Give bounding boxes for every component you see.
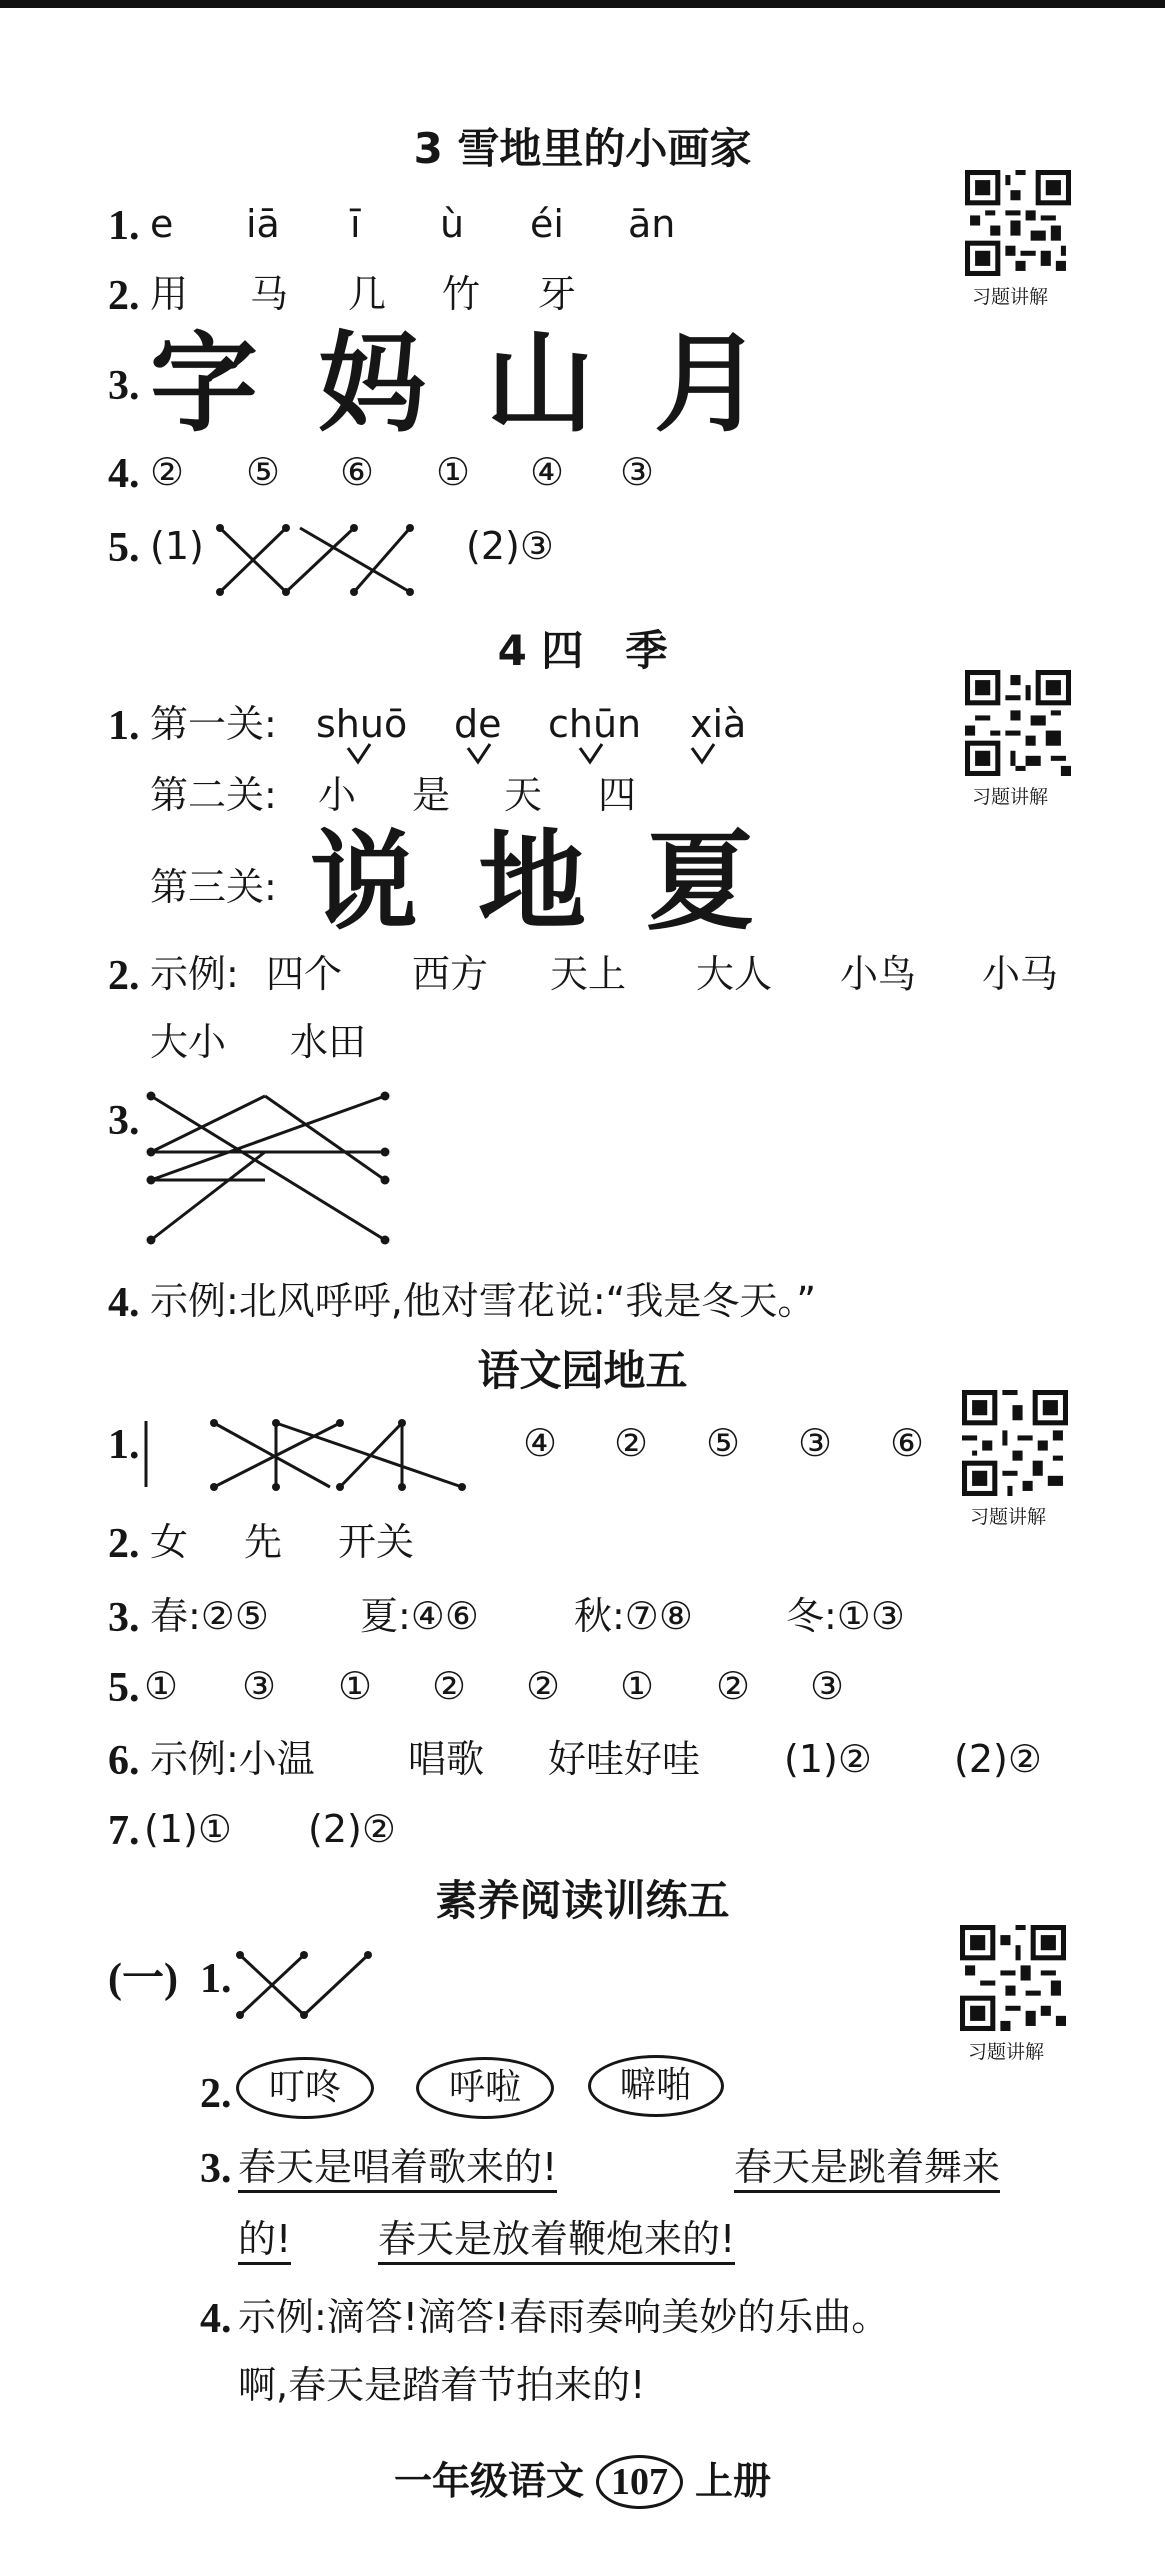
s4-q4-row-1 <box>200 2295 890 2342</box>
question-number: 1. <box>108 1422 140 1468</box>
s2-q1-row-1 <box>108 702 747 749</box>
footer-subject: 一年级语文 <box>393 2459 584 2503</box>
s1-q3-num: 3. <box>108 363 140 409</box>
page-number: 107 <box>596 2455 683 2509</box>
big-char: 夏 <box>646 819 755 945</box>
question-number: 7. <box>108 1808 140 1854</box>
qr-caption-2: 习题讲解 <box>972 786 1049 808</box>
word-answer: 水田 <box>290 1020 367 1064</box>
s4-q1-row <box>108 1956 232 2002</box>
s1-q5-row <box>108 524 554 571</box>
oval-answer: 呼啦 <box>416 2057 554 2119</box>
sentence-answer: 啊,春天是踏着节拍来的! <box>238 2363 646 2407</box>
sub-question-answer: (2)② <box>954 1737 1042 1781</box>
level-label: 第一关: <box>150 702 277 746</box>
s1-q2-row <box>108 272 577 319</box>
s3-q6-row <box>108 1737 1042 1784</box>
qr-code-icon <box>965 170 1071 276</box>
word-answer: 好哇好哇 <box>548 1737 701 1781</box>
oval-answer: 噼啪 <box>588 2055 724 2117</box>
sub-question-label: (1) <box>150 524 204 568</box>
char-answer: 马 <box>250 272 289 316</box>
question-number: 2. <box>108 273 140 319</box>
word-answer: 天上 <box>550 952 627 996</box>
s3-q1-row <box>108 1421 925 1468</box>
option-answer: ① <box>436 450 471 494</box>
season-answer: 冬:①③ <box>786 1594 905 1638</box>
qr-caption-4: 习题讲解 <box>968 2041 1045 2063</box>
word-answer: 小马 <box>982 952 1059 996</box>
word-answer: 大小 <box>150 1020 227 1064</box>
question-number: 3. <box>108 1595 140 1641</box>
option-answer: ⑥ <box>890 1421 925 1465</box>
s2-q4-row <box>108 1279 817 1326</box>
section-title-3: 3 雪地里的小画家 <box>413 124 752 173</box>
s3-q7-row <box>108 1807 396 1854</box>
big-char: 山 <box>486 321 595 447</box>
word-answer: 西方 <box>412 952 489 996</box>
question-number: 5. <box>108 525 140 571</box>
question-number: 4. <box>200 2296 232 2342</box>
question-number: 3. <box>200 2146 232 2192</box>
section-title-4: 4 四 季 <box>497 626 668 675</box>
pinyin-answer: de <box>454 702 502 746</box>
big-char: 月 <box>654 321 763 447</box>
option-answer: ① <box>338 1664 373 1708</box>
option-answer: ③ <box>810 1664 845 1708</box>
question-number: 1. <box>108 203 140 249</box>
option-answer: ③ <box>620 450 655 494</box>
pinyin-answer: iā <box>246 202 280 246</box>
option-answer: ③ <box>798 1421 833 1465</box>
pinyin-answer: ù <box>440 202 465 246</box>
section-title-garden: 语文园地五 <box>477 1346 688 1395</box>
s1-q5-matching-lines <box>210 520 430 600</box>
s1-q1-row <box>108 202 676 249</box>
qr-code-icon <box>960 1925 1066 2031</box>
page-footer <box>0 2450 1165 2509</box>
word-answer: 开关 <box>338 1520 415 1564</box>
question-number: 5. <box>108 1665 140 1711</box>
sub-question-answer: (2)③ <box>466 524 554 568</box>
word-answer: 四个 <box>266 952 343 996</box>
char-answer: 先 <box>244 1520 283 1564</box>
s4-q3-row-1 <box>200 2145 1001 2192</box>
pinyin-answer: ī <box>350 202 361 246</box>
word-answer: 大人 <box>696 952 773 996</box>
option-answer: ② <box>432 1664 467 1708</box>
level-label: 第二关: <box>150 773 277 817</box>
s3-q3-row <box>108 1594 905 1641</box>
char-answer: 是 <box>412 773 451 817</box>
option-answer: ① <box>620 1664 655 1708</box>
section-title-reading: 素养阅读训练五 <box>435 1876 730 1925</box>
sentence-answer: 示例:北风呼呼,他对雪花说:“我是冬天。” <box>150 1279 817 1323</box>
pinyin-answer: xià <box>690 702 747 746</box>
s2-q1-big-chars <box>310 819 814 945</box>
season-answer: 秋:⑦⑧ <box>574 1594 693 1638</box>
option-answer: ② <box>716 1664 751 1708</box>
pinyin-answer: ān <box>628 202 676 246</box>
option-answer: ③ <box>242 1664 277 1708</box>
pinyin-answer: shuō <box>316 702 408 746</box>
option-answer: ④ <box>523 1421 558 1465</box>
qr-code-4[interactable] <box>960 1925 1066 2035</box>
sub-question-answer: (1)① <box>144 1807 232 1851</box>
qr-code-3[interactable] <box>962 1390 1068 1500</box>
qr-code-icon <box>962 1390 1068 1496</box>
underlined-answer: 的! <box>238 2220 291 2265</box>
sub-question-answer: (2)② <box>308 1807 396 1851</box>
s1-q3-big-chars <box>150 321 822 447</box>
char-answer: 几 <box>348 272 387 316</box>
underlined-answer: 春天是唱着歌来的! <box>238 2148 557 2193</box>
sub-question-answer: (1)② <box>784 1737 872 1781</box>
underlined-answer: 春天是跳着舞来 <box>734 2148 1000 2193</box>
part-label: (一) <box>108 1956 178 2002</box>
option-answer: ⑤ <box>706 1421 741 1465</box>
char-answer: 用 <box>150 272 189 316</box>
qr-code-icon <box>965 670 1071 776</box>
big-char: 说 <box>310 819 419 945</box>
question-number: 1. <box>108 703 140 749</box>
question-number: 2. <box>200 2071 232 2117</box>
question-number: 2. <box>108 1521 140 1567</box>
option-answer: ② <box>614 1421 649 1465</box>
char-answer: 天 <box>504 773 543 817</box>
question-number: 4. <box>108 1280 140 1326</box>
char-answer: 女 <box>150 1520 189 1564</box>
question-number: 2. <box>108 953 140 999</box>
pinyin-answer: chūn <box>548 702 642 746</box>
s4-q1-matching-lines <box>232 1945 382 2025</box>
qr-caption-1: 习题讲解 <box>972 286 1049 308</box>
footer-volume: 上册 <box>695 2459 772 2503</box>
option-answer: ⑤ <box>246 450 281 494</box>
oval-answer: 叮咚 <box>236 2057 374 2119</box>
sentence-answer: 示例:滴答!滴答!春雨奏响美妙的乐曲。 <box>238 2295 890 2339</box>
qr-code-2[interactable] <box>965 670 1071 780</box>
option-answer: ④ <box>530 450 565 494</box>
s1-q4-row <box>108 450 655 497</box>
big-char: 地 <box>478 819 587 945</box>
char-answer: 牙 <box>538 272 577 316</box>
season-answer: 夏:④⑥ <box>360 1594 479 1638</box>
top-border <box>0 0 1165 8</box>
pinyin-answer: e <box>150 202 174 246</box>
s4-q4-row-2 <box>238 2363 646 2407</box>
big-char: 妈 <box>318 321 427 447</box>
char-answer: 四 <box>598 773 637 817</box>
s4-q2-row <box>200 2073 232 2115</box>
qr-code-1[interactable] <box>965 170 1071 280</box>
level-label: 第三关: <box>150 865 277 909</box>
option-answer: ② <box>526 1664 561 1708</box>
s3-q1-matching-lines <box>140 1415 480 1495</box>
question-number: 4. <box>108 451 140 497</box>
underlined-answer: 春天是放着鞭炮来的! <box>378 2220 735 2265</box>
word-answer: 小鸟 <box>840 952 917 996</box>
question-number: 6. <box>108 1738 140 1784</box>
s2-q3-matching-lines <box>145 1090 395 1250</box>
big-char: 字 <box>150 321 259 447</box>
example-prefix: 示例: <box>150 952 239 996</box>
option-answer: ⑥ <box>340 450 375 494</box>
s2-q1-check-marks <box>340 740 760 770</box>
season-answer: 春:②⑤ <box>150 1594 269 1638</box>
pinyin-answer: éi <box>530 202 564 246</box>
s3-q5-row <box>108 1664 845 1711</box>
option-answer: ① <box>144 1664 179 1708</box>
word-answer: 唱歌 <box>408 1737 485 1781</box>
question-number: 1. <box>200 1956 232 2002</box>
char-answer: 小 <box>318 773 357 817</box>
s2-q3-num: 3. <box>108 1098 140 1144</box>
s3-q2-row <box>108 1520 415 1567</box>
option-answer: ② <box>150 450 185 494</box>
char-answer: 竹 <box>442 272 481 316</box>
word-answer: 示例:小温 <box>150 1737 315 1781</box>
s2-q2-row-1 <box>108 952 1059 999</box>
qr-caption-3: 习题讲解 <box>970 1506 1047 1528</box>
